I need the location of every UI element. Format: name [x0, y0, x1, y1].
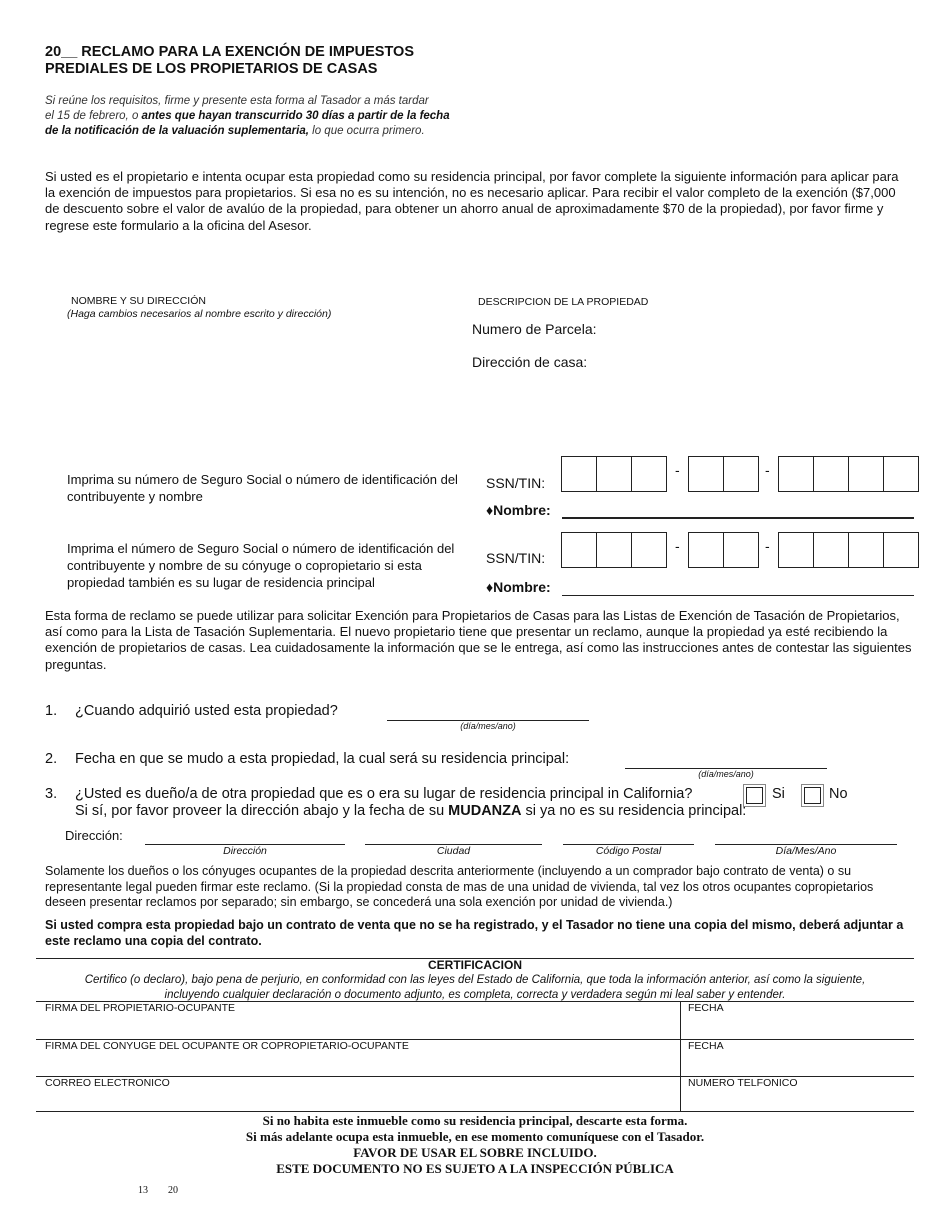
filing-instructions	[45, 94, 450, 139]
footer-line3: FAVOR DE USAR EL SOBRE INCLUIDO.	[353, 1145, 597, 1160]
acquired-date-caption: (día/mes/ano)	[460, 721, 516, 731]
ssn-digit-box[interactable]	[883, 456, 919, 492]
signature-column-divider	[680, 1001, 681, 1111]
name-address-heading: NOMBRE Y SU DIRECCIÓN	[71, 295, 206, 307]
yes-label: Si	[772, 786, 785, 802]
signature-row-rule	[36, 1111, 914, 1112]
ssn-instruction-owner: Imprima su número de Seguro Social o número de identificación del contribuyente y nombre	[67, 472, 458, 504]
ssn-digit-box[interactable]	[688, 456, 724, 492]
form-code-2: 20	[168, 1185, 178, 1196]
ssn-group1-owner[interactable]	[562, 456, 667, 492]
eligibility-paragraph: Si usted es el propietario e intenta ocupar esta propiedad como su residencia principal, por favor complete la siguiente información para aplicar para la exención de impuestos para propietarios. Si esa no es su intención, no es necesario aplicar. Para recibir el valor completo de la exención ($7,000 de descuento sobre el valor de avalúo de la propiedad, para obtener un ahorro anual de aproximadamente $70 de la propiedad), por favor firme y regrese este formulario a la oficina del Asesor.	[45, 169, 899, 233]
name-address-note: (Haga cambios necesarios al nombre escrito y dirección)	[67, 308, 332, 320]
filing-instructions-line3	[45, 124, 450, 139]
spouse-date-field[interactable]: FECHA	[688, 1040, 724, 1052]
footer-line2: Si más adelante ocupa esta inmueble, en ese momento comuníquese con el Tasador.	[245, 1129, 705, 1144]
yes-checkbox[interactable]	[746, 787, 763, 804]
ssn-dash: -	[765, 462, 770, 478]
ssn-digit-box[interactable]	[631, 456, 667, 492]
ssn-group3-spouse[interactable]	[779, 532, 919, 568]
ssn-digit-box[interactable]	[723, 456, 759, 492]
ssn-digit-box[interactable]	[813, 456, 849, 492]
city-caption: Ciudad	[436, 845, 471, 857]
ssn-label-spouse: SSN/TIN:	[486, 550, 546, 566]
ssn-digit-box[interactable]	[778, 532, 814, 568]
ssn-digit-box[interactable]	[631, 532, 667, 568]
intro-text: el 15 de febrero, o	[45, 110, 142, 122]
ssn-group2-owner[interactable]	[689, 456, 759, 492]
move-in-date-caption: (día/mes/ano)	[698, 769, 754, 779]
ssn-dash: -	[765, 538, 770, 554]
ssn-instruction-spouse: Imprima el número de Seguro Social o número de identificación del contribuyente y nombre de su cónyuge o copropietario si esta propiedad también es su lugar de residencia principal	[67, 541, 455, 590]
question1-number: 1.	[45, 703, 58, 719]
spouse-signature-field[interactable]: FIRMA DEL CONYUGE DEL OCUPANTE OR COPROPIETARIO-OCUPANTE	[45, 1040, 409, 1052]
ssn-digit-box[interactable]	[561, 532, 597, 568]
ssn-dash: -	[675, 538, 680, 554]
ssn-dash: -	[675, 462, 680, 478]
ssn-digit-box[interactable]	[596, 532, 632, 568]
signature-eligibility-paragraph: Solamente los dueños o los cónyuges ocupantes de la propiedad descrita anteriormente (incluyendo a un comprador bajo contrato de venta) o su representante legal pueden firmar este reclamo. (Si la propiedad consta de mas de una unidad de vivienda, tal vez los otros ocupantes copropietarios deseen presentar reclamos por separado; sin embargo, se concederá una sola exención por unidad de vivienda.)	[45, 864, 874, 909]
footer-notice	[0, 1113, 950, 1177]
move-date-caption: Día/Mes/Ano	[775, 845, 837, 857]
question2-number: 2.	[45, 751, 58, 767]
ssn-group3-owner[interactable]	[779, 456, 919, 492]
ssn-digit-box[interactable]	[883, 532, 919, 568]
name-label-spouse: ♦Nombre:	[486, 579, 551, 595]
ssn-digit-box[interactable]	[596, 456, 632, 492]
ssn-digit-box[interactable]	[848, 456, 884, 492]
ssn-digit-box[interactable]	[723, 532, 759, 568]
ssn-digit-box[interactable]	[848, 532, 884, 568]
form-title	[45, 44, 414, 78]
ssn-digit-box[interactable]	[813, 532, 849, 568]
name-field-owner[interactable]	[562, 516, 914, 519]
intro-bold-text: antes que hayan transcurrido 30 días a partir de la fecha	[141, 110, 450, 122]
contract-notice-paragraph: Si usted compra esta propiedad bajo un contrato de venta que no se ha registrado, y el Tasador no tiene una copia del mismo, deberá adjuntar a este reclamo una copia del contrato.	[45, 918, 904, 948]
followup-bold-text: MUDANZA	[448, 803, 522, 819]
footer-line1: Si no habita este inmueble como su residencia principal, descarte esta forma.	[262, 1113, 688, 1128]
property-description-heading: DESCRIPCION DE LA PROPIEDAD	[478, 296, 649, 308]
ssn-label-owner: SSN/TIN:	[486, 475, 546, 491]
question3-number: 3.	[45, 786, 58, 802]
ssn-group1-spouse[interactable]	[562, 532, 667, 568]
ssn-digit-box[interactable]	[778, 456, 814, 492]
question2-text: Fecha en que se mudo a esta propiedad, la cual será su residencia principal:	[75, 751, 570, 767]
certification-statement	[36, 973, 914, 1002]
form-title-line1: 20__ RECLAMO PARA LA EXENCIÓN DE IMPUESTOS	[45, 44, 415, 60]
ssn-digit-box[interactable]	[688, 532, 724, 568]
no-label: No	[829, 786, 848, 802]
intro-bold-text: de la notificación de la valuación suplementaria,	[45, 125, 309, 137]
filing-instructions-line2	[45, 109, 450, 124]
postal-code-caption: Código Postal	[595, 845, 662, 857]
parcel-number-label: Numero de Parcela:	[472, 321, 597, 337]
question3-text: ¿Usted es dueño/a de otra propiedad que es o era su lugar de residencia principal in California?	[75, 786, 693, 802]
address-row-label: Dirección:	[65, 828, 123, 843]
home-address-label: Dirección de casa:	[472, 354, 588, 370]
claim-usage-paragraph: Esta forma de reclamo se puede utilizar para solicitar Exención para Propietarios de Casas para las Listas de Exención de Tasación de Propietarios, así como para la Lista de Tasación Suplementaria. El nuevo propietario tiene que presentar un reclamo, aunque la propiedad ya esté recibiendo la exención de propietarios de casas. Lea cuidadosamente la información que se le entrega, así como las instrucciones antes de contestar las siguientes preguntas.	[45, 608, 912, 672]
name-field-spouse[interactable]	[562, 594, 914, 596]
no-checkbox[interactable]	[804, 787, 821, 804]
name-label-owner: ♦Nombre:	[486, 502, 551, 518]
footer-line4: ESTE DOCUMENTO NO ES SUJETO A LA INSPECCIÓN PÚBLICA	[276, 1161, 674, 1176]
phone-field[interactable]: NUMERO TELFONICO	[688, 1077, 798, 1089]
ssn-group2-spouse[interactable]	[689, 532, 759, 568]
owner-date-field[interactable]: FECHA	[688, 1002, 724, 1014]
filing-instructions-line1: Si reúne los requisitos, firme y presente esta forma al Tasador a más tardar	[45, 95, 429, 107]
question1-text: ¿Cuando adquirió usted esta propiedad?	[75, 703, 338, 719]
certification-line2: incluyendo cualquier declaración o documento adjunto, es completa, correcta y verdadera según mi leal saber y entender.	[164, 988, 786, 1001]
question3-followup	[75, 803, 746, 819]
form-code-1: 13	[138, 1185, 148, 1196]
form-title-line2: PREDIALES DE LOS PROPIETARIOS DE CASAS	[45, 61, 378, 77]
intro-text: lo que ocurra primero.	[308, 125, 425, 137]
followup-text: si ya no es su residencia principal:	[521, 803, 747, 819]
street-caption: Dirección	[223, 845, 267, 857]
ssn-digit-box[interactable]	[561, 456, 597, 492]
followup-text: Si sí, por favor proveer la dirección abajo y la fecha de su	[75, 803, 449, 819]
owner-signature-field[interactable]: FIRMA DEL PROPIETARIO-OCUPANTE	[45, 1002, 235, 1014]
email-field[interactable]: CORREO ELECTRONICO	[45, 1077, 170, 1089]
certification-title: CERTIFICACION	[428, 958, 522, 972]
certification-line1: Certifico (o declaro), bajo pena de perjurio, en conformidad con las leyes del Estado de California, que toda la información anterior, así como la siguiente,	[84, 974, 866, 986]
